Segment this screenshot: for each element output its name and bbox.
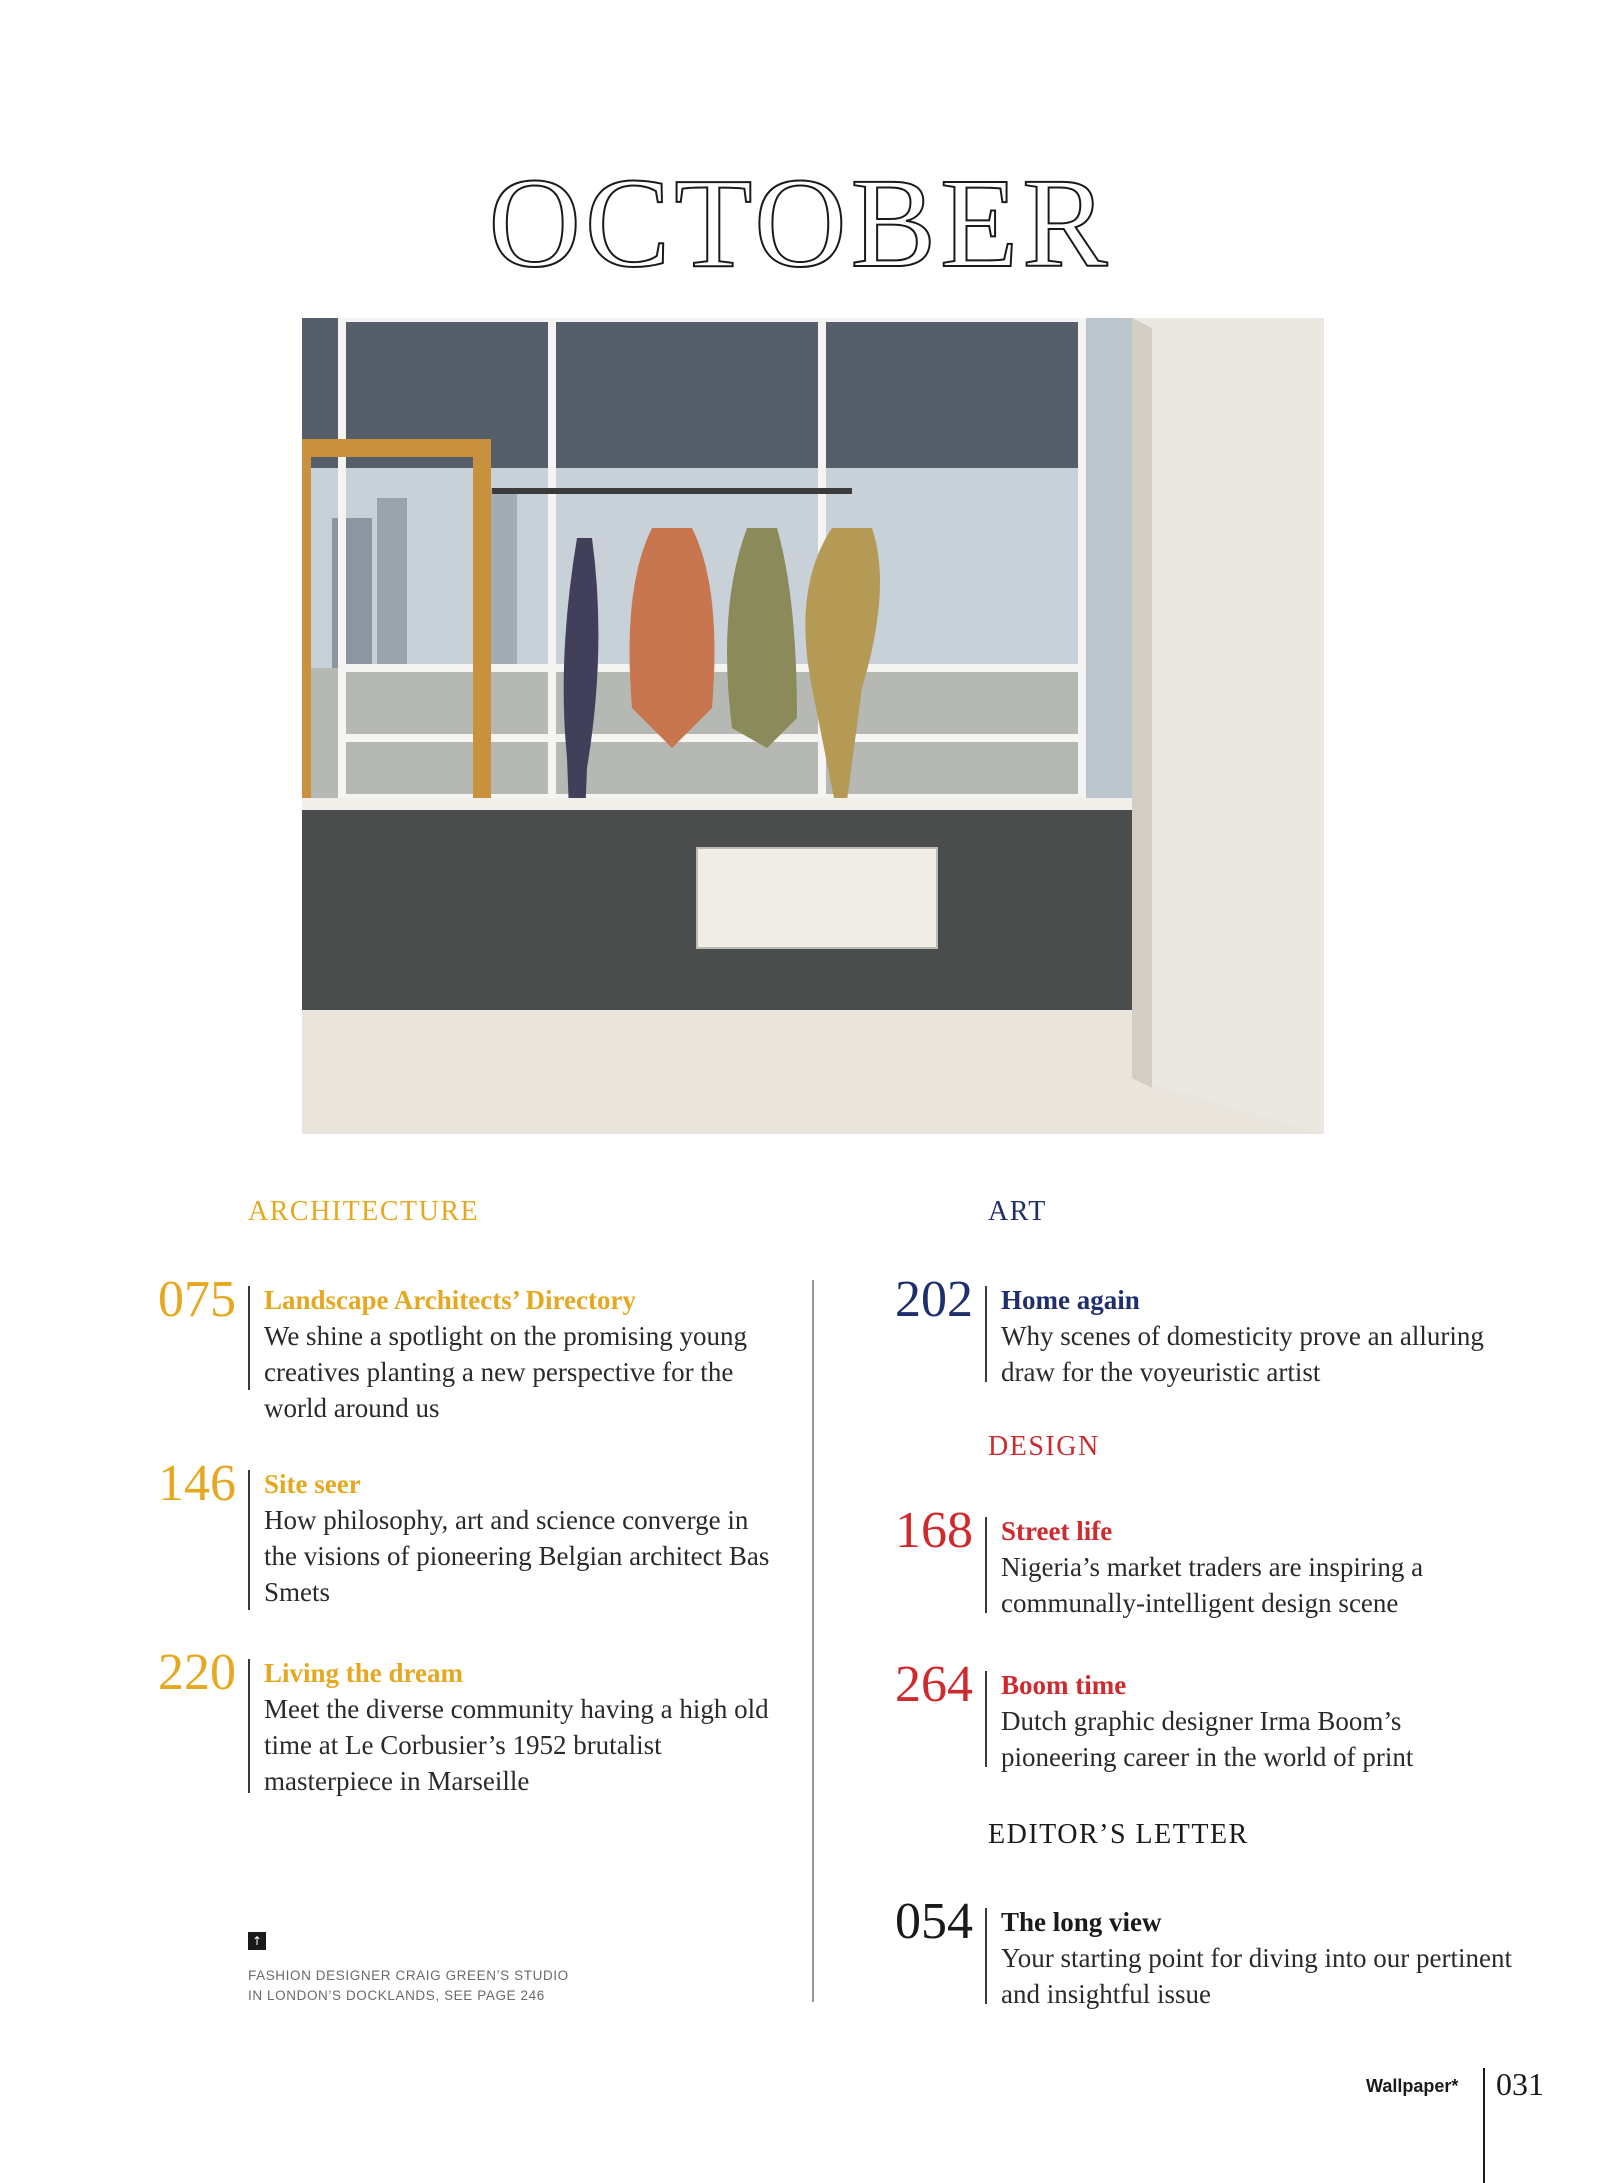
arrow-up-icon: ↑	[248, 1932, 266, 1950]
page-number-footer: 031	[1496, 2066, 1544, 2102]
column-divider	[812, 1280, 814, 2002]
entry-rule	[985, 1908, 987, 2004]
footer-rule	[1483, 2068, 1485, 2183]
entry-title: Site seer	[264, 1469, 361, 1499]
section-heading-art: ART	[988, 1196, 1047, 1227]
entry-title: Landscape Architects’ Directory	[264, 1285, 636, 1315]
entry-description: Dutch graphic designer Irma Boom’s pioneering career in the world of print	[1001, 1706, 1414, 1772]
entry-description: We shine a spotlight on the promising young creatives planting a new perspective for the world around us	[264, 1321, 748, 1423]
entry-rule	[248, 1659, 250, 1793]
entry-rule	[985, 1671, 987, 1767]
caption-line-1: FASHION DESIGNER CRAIG GREEN’S STUDIO	[248, 1968, 569, 1983]
page-number: 146	[158, 1455, 236, 1512]
page-number: 202	[895, 1271, 973, 1328]
entry-title: Living the dream	[264, 1658, 464, 1688]
toc-entry-design-1[interactable]	[895, 1502, 1545, 1621]
studio-photo-illustration	[302, 318, 1324, 1134]
section-heading-design: DESIGN	[988, 1431, 1100, 1462]
entry-description: Why scenes of domesticity prove an alluring draw for the voyeuristic artist	[1001, 1321, 1484, 1387]
page-number: 168	[895, 1502, 973, 1559]
entry-title: The long view	[1001, 1907, 1162, 1937]
entry-title: Home again	[1001, 1285, 1140, 1315]
entry-title: Street life	[1001, 1516, 1113, 1546]
toc-entry-architecture-1[interactable]	[158, 1271, 808, 1426]
page-number: 054	[895, 1893, 973, 1950]
page-number: 075	[158, 1271, 236, 1328]
toc-entry-art-1[interactable]	[895, 1271, 1545, 1390]
studio-photo	[302, 318, 1324, 1134]
magazine-brand: Wallpaper*	[1366, 2076, 1459, 2096]
page-number: 220	[158, 1644, 236, 1701]
page-number: 264	[895, 1656, 973, 1713]
entry-rule	[248, 1286, 250, 1390]
toc-entry-architecture-3[interactable]	[158, 1644, 808, 1799]
page-title: OCTOBER	[488, 152, 1112, 294]
toc-entry-architecture-2[interactable]	[158, 1455, 808, 1610]
entry-title: Boom time	[1001, 1670, 1127, 1700]
section-heading-editors-letter: EDITOR’S LETTER	[988, 1819, 1249, 1850]
entry-description: Nigeria’s market traders are inspiring a communally-intelligent design scene	[1001, 1552, 1424, 1618]
photo-caption	[248, 1966, 648, 2006]
entry-rule	[248, 1470, 250, 1610]
entry-description: How philosophy, art and science converge in the visions of pioneering Belgian architect Bas Smets	[264, 1505, 770, 1607]
toc-entry-editors-letter-1[interactable]	[895, 1893, 1545, 2012]
toc-entry-design-2[interactable]	[895, 1656, 1545, 1775]
entry-rule	[985, 1286, 987, 1382]
caption-line-2: IN LONDON’S DOCKLANDS, SEE PAGE 246	[248, 1988, 545, 2003]
entry-description: Meet the diverse community having a high old time at Le Corbusier’s 1952 brutalist masterpiece in Marseille	[264, 1694, 769, 1796]
entry-description: Your starting point for diving into our pertinent and insightful issue	[1001, 1943, 1512, 2009]
section-heading-architecture: ARCHITECTURE	[248, 1196, 480, 1227]
entry-rule	[985, 1517, 987, 1613]
